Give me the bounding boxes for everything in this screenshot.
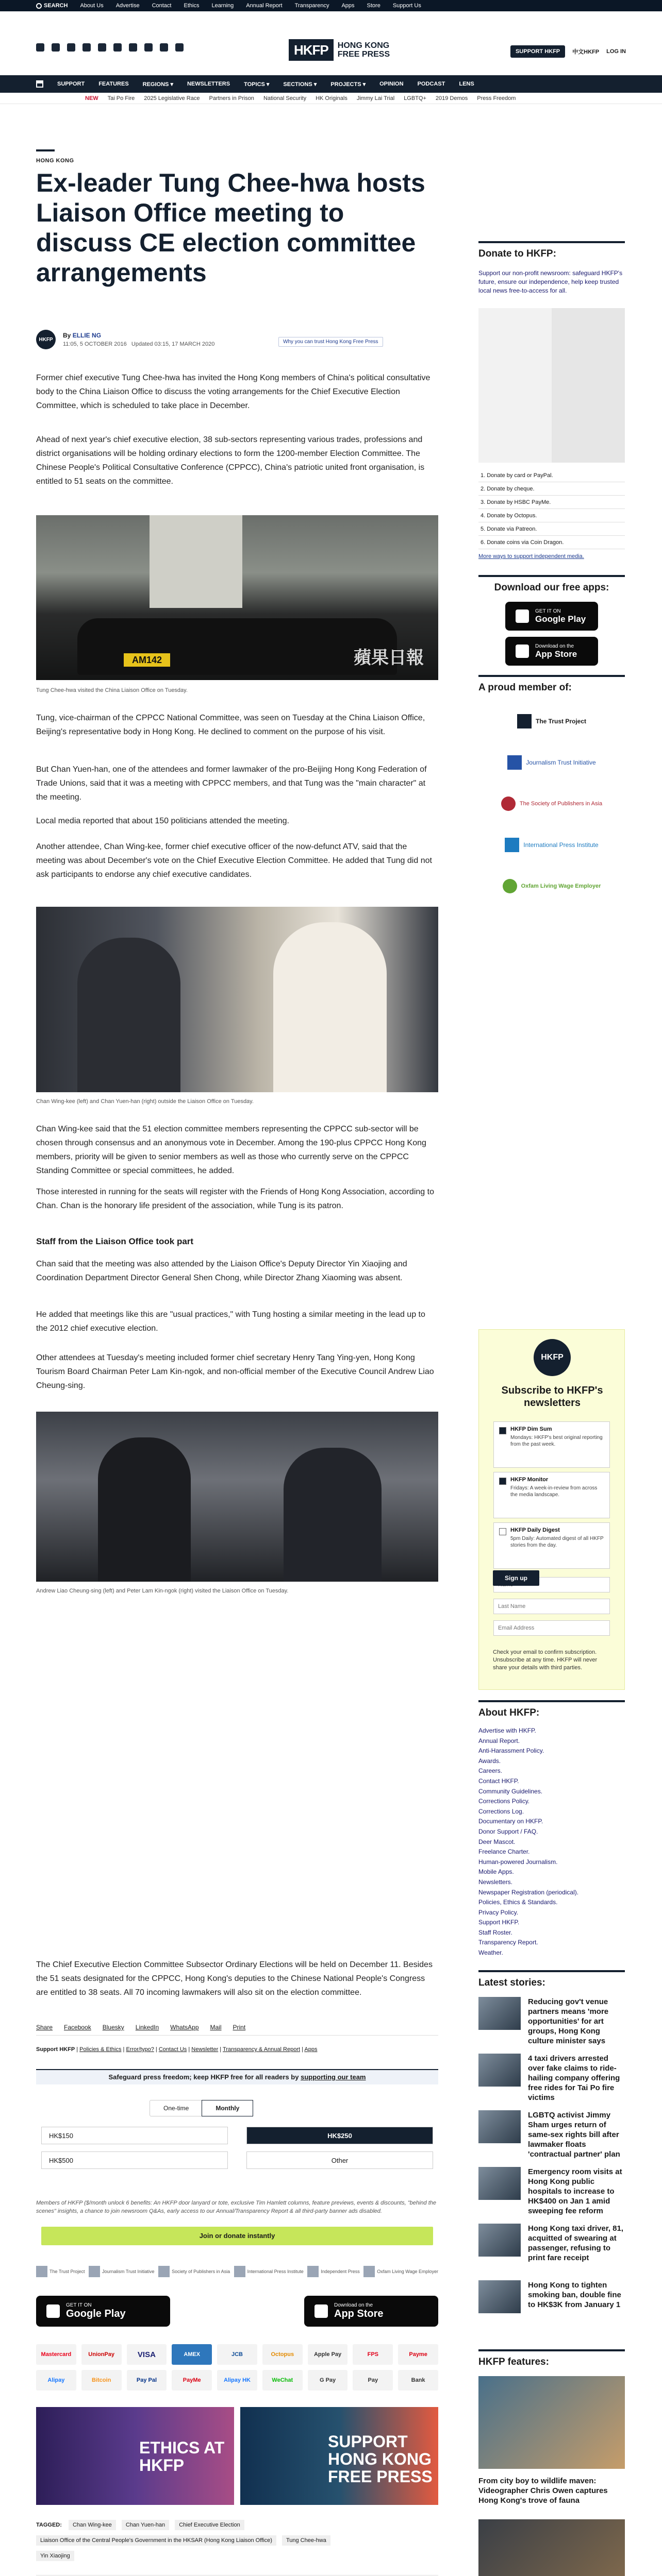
about-link[interactable]: Staff Roster. [478,1928,512,1936]
publish-date: 11:05, 5 OCTOBER 2016 [63,341,127,347]
newsletter-note: Check your email to confirm subscription. Unsubscribe at any time. HKFP will never share your details with third parties. [493,1649,598,1671]
article-paragraph: But Chan Yuen-han, one of the attendees and former lawmaker of the pro-Beijing Hong Kong Federation of Trade Unions, said that it was a meeting with CPPCC members, and that Tung was the "main character" at the meeting. [36,765,427,802]
app-store-badges [36,2296,438,2327]
story-thumbnail[interactable] [478,1997,521,2030]
article-paragraph: The Chief Executive Election Committee Subsector Ordinary Elections will be held on December 11. Besides the 51 seats designated for the CPPCC, Hong Kong's deputies to the Chinese National People's Congress are entitled to 38 seats. All 70 incoming lawmakers will also sit on the election committee. [36,1960,433,1997]
apple-icon [315,2304,328,2318]
home-icon [36,80,43,88]
tag[interactable]: Liaison Office of the Central People's Government in the HKSAR (Hong Kong Liaison Office) [36,2535,276,2546]
member-logo[interactable]: Society of Publishers in Asia [158,2265,230,2278]
story-thumbnail[interactable] [478,2224,521,2257]
payment-method: Apple Pay [308,2344,348,2365]
newsletter-option[interactable]: HKFP Daily Digest 5pm Daily: Automated digest of all HKFP stories from the day. [493,1522,610,1569]
donate-option[interactable]: 5. Donate via Patreon. [478,522,625,536]
about-link[interactable]: Careers. [478,1767,503,1775]
payment-method: Bitcoin [81,2370,122,2391]
util-advertise[interactable]: Advertise [115,3,140,9]
feature-image[interactable] [478,2519,625,2576]
features-heading: HKFP features: [478,2349,625,2368]
utility-bar [0,0,662,11]
member-logo[interactable]: Oxfam Living Wage Employer [363,2265,438,2278]
util-support[interactable]: Support Us [392,3,421,9]
proud-member-logos [478,701,625,907]
share-whatsapp[interactable]: WhatsApp [170,2024,199,2031]
about-link[interactable]: Advertise with HKFP. [478,1727,536,1734]
checkbox-checked-icon[interactable] [499,1427,506,1434]
apps-link[interactable]: Apps [304,2046,318,2053]
about-link[interactable]: Community Guidelines. [478,1787,543,1795]
jti-icon [507,755,522,770]
chinese-site-link[interactable]: 中文HKFP [572,49,600,55]
proud-logo[interactable]: International Press Institute [478,824,625,866]
trust-link[interactable]: Why you can trust Hong Kong Free Press [278,337,383,347]
newsletter-signup-button[interactable]: Sign up [493,1570,539,1586]
newsletter-logo: HKFP [534,1339,571,1376]
subnav-item[interactable]: National Security [263,95,307,101]
amount-option[interactable]: HK$500 [41,2151,228,2169]
google-play-badge[interactable]: GET IT ON Google Play [36,2296,170,2327]
amount-option-selected[interactable]: HK$250 [246,2127,433,2144]
tab-one-time[interactable]: One-time [163,2105,189,2112]
about-link[interactable]: Newsletters. [478,1878,513,1886]
updated-date: Updated 03:15, 17 MARCH 2020 [131,341,215,347]
payment-method: FPS [353,2344,393,2365]
feature-image[interactable] [478,2376,625,2469]
story-thumbnail[interactable] [478,2110,521,2143]
subnav-item[interactable]: 2019 Demos [435,95,468,101]
error-link[interactable]: Error/typo? [126,2046,154,2053]
donate-heading: Donate to HKFP: [478,241,625,260]
newsletter-lastname-input[interactable] [493,1599,610,1614]
member-logo[interactable]: Journalism Trust Initiative [89,2265,155,2278]
about-link[interactable]: Contact HKFP. [478,1777,519,1785]
about-link[interactable]: Mobile Apps. [478,1868,514,1876]
article-headline: Ex-leader Tung Chee-hwa hosts Liaison Office meeting to discuss CE election committee arrangements [36,168,425,287]
byline-by: By [63,332,71,339]
about-link[interactable]: Donor Support / FAQ. [478,1827,538,1835]
logo-box: HKFP [289,39,334,61]
newsletter-option[interactable]: HKFP Monitor Fridays: A week-in-review from across the media landscape. [493,1472,610,1518]
payment-method: Alipay [36,2370,76,2391]
latest-story[interactable] [478,1997,625,2045]
story-thumbnail[interactable] [478,2054,521,2087]
util-ethics[interactable]: Ethics [184,3,200,9]
promo-banners [36,2407,438,2505]
latest-story[interactable] [478,2224,625,2265]
footer-links-row: Support HKFP | Policies & Ethics | Error/typo? | Contact Us | Newsletter | Transparency & Annual Report | Apps [36,2046,318,2053]
logo-line2: FREE PRESS [337,50,390,59]
member-logo[interactable]: The Trust Project [36,2265,85,2278]
photo-caption: Tung Chee-hwa visited the China Liaison Office on Tuesday. [36,687,188,693]
about-link[interactable]: Awards. [478,1757,501,1765]
share-label: Share [36,2024,53,2031]
util-apps[interactable]: Apps [341,3,355,9]
safeguard-banner [36,2069,438,2084]
header-actions [510,45,626,58]
about-list [478,1726,625,1958]
util-store[interactable]: Store [367,3,380,9]
story-title[interactable]: Hong Kong to tighten smoking ban, double fine to HK$3K from January 1 [528,2281,621,2309]
share-linkedin[interactable]: LinkedIn [135,2024,159,2031]
nav-features[interactable]: FEATURES [98,81,129,87]
about-link[interactable]: Newspaper Registration (periodical). [478,1888,579,1896]
amount-other[interactable]: Other [246,2151,433,2169]
util-annual-report[interactable]: Annual Report [246,3,283,9]
story-title[interactable]: Emergency room visits at Hong Kong public hospitals to increase to HK$400 on Jan 1 amid sweeping fee reform [528,2167,622,2215]
latest-story[interactable] [478,2110,625,2159]
tag[interactable]: Chan Yuen-han [122,2520,169,2530]
nav-podcast[interactable]: PODCAST [417,81,445,87]
story-title[interactable]: Hong Kong taxi driver, 81, acquitted of swearing at passenger, refusing to print fare receipt [528,2224,624,2262]
support-link[interactable]: Support HKFP [36,2046,75,2053]
payment-method: Payme [398,2344,438,2365]
about-link[interactable]: Documentary on HKFP. [478,1818,543,1825]
support-promo[interactable]: SUPPORT HONG KONG FREE PRESS [240,2407,438,2505]
article-paragraph: Local media reported that about 150 politicians attended the meeting. [36,817,289,825]
payment-method: Bank [398,2370,438,2391]
about-link[interactable]: Corrections Log. [478,1807,524,1815]
jti-icon [89,2266,100,2277]
apple-icon [516,645,529,658]
about-link[interactable]: Anti-Harassment Policy. [478,1747,544,1755]
newsletter-box [478,1329,625,1690]
subnav-item[interactable]: Tai Po Fire [107,95,135,101]
new-badge: NEW [85,95,98,101]
payment-method: PayMe [172,2370,212,2391]
about-link[interactable]: Weather. [478,1949,503,1957]
search-link[interactable]: SEARCH [36,3,68,9]
x-icon[interactable] [52,43,60,52]
util-contact[interactable]: Contact [152,3,172,9]
byline [36,330,438,352]
subnav-item[interactable]: LGBTQ+ [404,95,426,101]
ipi-icon [505,838,519,852]
latest-stories-heading: Latest stories: [478,1970,625,1989]
about-heading: About HKFP: [478,1700,625,1719]
article-paragraph: Chan said that the meeting was also attended by the Liaison Office's Deputy Director Yin Xiaojing and Coordination Department Director General Shen Chong, while Director Zhang Xiaoming was absent. [36,1260,407,1282]
safeguard-text: Safeguard press freedom; keep HKFP free for all readers by [108,2073,301,2081]
donate-intro[interactable]: Support our non-profit newsroom: safeguard HKFP's future, ensure our independence, help keep trusted local news free-to-access for all. [478,269,623,294]
tab-monthly[interactable]: Monthly [202,2100,253,2116]
license-plate: AM142 [124,653,170,667]
instagram-icon[interactable] [67,43,75,52]
proud-logo[interactable]: Oxfam Living Wage Employer [478,866,625,907]
article-photo-tung [36,515,438,680]
sidebar-google-play[interactable]: GET IT ON Google Play [505,602,598,631]
more-ways-link[interactable]: More ways to support independent media. [478,553,584,560]
facebook-icon[interactable] [36,43,44,52]
ipi-icon [234,2266,245,2277]
payment-method: Pay [353,2370,393,2391]
tag[interactable]: Yin Xiaojing [36,2551,74,2561]
donate-illustration [478,308,625,463]
watermark: 蘋果日報 [354,648,424,668]
payment-method: UnionPay [81,2344,122,2365]
home-link[interactable] [36,80,43,88]
about-link[interactable]: Freelance Charter. [478,1848,530,1856]
payment-method: G Pay [308,2370,348,2391]
story-thumbnail[interactable] [478,2280,521,2313]
youtube-icon[interactable] [82,43,91,52]
apps-heading: Download our free apps: [478,575,625,594]
sopa-icon [158,2266,170,2277]
app-store-badge[interactable]: Download on the App Store [304,2296,438,2327]
article-paragraph: Another attendee, Chan Wing-kee, former chief executive officer of the now-defunct ATV, said that the meeting was about December's vote on the Chief Executive Election Committee. He added that Tung did not ask participants to endorse any chief executive candidates. [36,842,432,879]
about-link[interactable]: Annual Report. [478,1737,520,1744]
proud-logo[interactable]: The Trust Project [478,701,625,742]
payment-method: Octopus [262,2344,303,2365]
about-link[interactable]: Corrections Policy. [478,1798,530,1805]
join-donate-button[interactable]: Join or donate instantly [41,2227,433,2245]
section-subheading: Staff from the Liaison Office took part [36,1236,194,1246]
article-category[interactable]: HONG KONG [36,158,74,164]
nav-opinion[interactable]: OPINION [379,81,404,87]
about-link[interactable]: Human-powered Journalism. [478,1858,558,1866]
tags-label: TAGGED: [36,2522,62,2528]
newsletter-option[interactable]: HKFP Dim Sum Mondays: HKFP's best original reporting from the past week. [493,1421,610,1468]
safeguard-link[interactable]: supporting our team [301,2073,366,2081]
sidebar-app-store[interactable]: Download on the App Store [505,637,598,666]
linkedin-icon[interactable] [129,43,137,52]
newsletter-link[interactable]: Newsletter [191,2046,219,2053]
site-header [0,11,662,80]
telegram-icon[interactable] [144,43,153,52]
article-paragraph: Former chief executive Tung Chee-hwa has invited the Hong Kong members of China's political consultative body to the China Liaison Office to discuss the voting arrangements for the Chief Executive Election Committee, which is scheduled to take place in December. [36,374,431,410]
site-logo[interactable] [289,36,390,64]
share-bar [36,2024,438,2036]
proud-logo[interactable]: Journalism Trust Initiative [478,742,625,783]
proud-logo[interactable]: The Society of Publishers in Asia [478,783,625,824]
play-store-icon [46,2304,60,2318]
article-paragraph: Other attendees at Tuesday's meeting included former chief secretary Henry Tang Ying-yen, Hong Kong Tourism Board Chairman Peter Lam Kin-ngok, and non-official member of the Executive Council Andrew Liao Cheung-sing. [36,1353,434,1390]
latest-story[interactable] [478,2280,625,2321]
payment-method: AMEX [172,2344,212,2365]
subnav-item[interactable]: HK Originals [316,95,347,101]
independent-press-icon [307,2266,319,2277]
nav-support[interactable]: SUPPORT [57,81,85,87]
play-store-icon [516,609,529,623]
util-learning[interactable]: Learning [211,3,234,9]
feature-title[interactable]: From city boy to wildlife maven: Videographer Chris Owen captures Hong Kong's trove of fauna [478,2477,608,2505]
donate-option[interactable]: 4. Donate by Octopus. [478,509,625,522]
payment-method: JCB [217,2344,257,2365]
share-facebook[interactable]: Facebook [64,2024,91,2031]
trust-project-icon [36,2266,47,2277]
share-print[interactable]: Print [233,2024,246,2031]
nav-newsletters[interactable]: NEWSLETTERS [187,81,230,87]
sopa-icon [501,796,516,811]
checkbox-icon[interactable] [499,1528,506,1535]
article-paragraph: Tung, vice-chairman of the CPPCC National Committee, was seen on Tuesday at the China Liaison Office, Beijing's representative body in Hong Kong. He declined to comment on the purpose of his visit. [36,714,425,736]
story-title[interactable]: 4 taxi drivers arrested over fake claims to ride-hailing company offering free rides for Tai Po fire victims [528,2054,620,2102]
about-link[interactable]: Transparency Report. [478,1939,538,1946]
member-logos [36,2265,438,2278]
article-paragraph: He added that meetings like this are "usual practices," with Tung hosting a similar meeting in the lead up to the 2012 chief executive election. [36,1310,425,1333]
proud-member-heading: A proud member of: [478,675,625,693]
author-name[interactable]: ELLIE NG [72,332,102,339]
whatsapp-icon[interactable] [160,43,168,52]
membership-benefits: Members of HKFP ($/month unlock 6 benefits: An HKFP door lanyard or tote, exclusive Tim Hamlett columns, feature previews, events & discounts, "behind the scenes" insights, a chance to join newsroom Q&As, early access to our Annual/Transparency Report & all third-party banner ads disabled. [36,2200,436,2214]
trust-project-icon [517,714,532,728]
bluesky-icon[interactable] [98,43,106,52]
donation-frequency-tabs [150,2100,253,2116]
latest-story[interactable] [478,2167,625,2215]
member-logo[interactable]: Independent Press [307,2265,360,2278]
payment-method: VISA [127,2344,167,2365]
share-bluesky[interactable]: Bluesky [102,2024,124,2031]
tag[interactable]: Tung Chee-hwa [282,2535,330,2546]
payment-method: Alipay HK [217,2370,257,2391]
contact-link[interactable]: Contact Us [158,2046,187,2053]
amount-option[interactable]: HK$150 [41,2127,228,2144]
nav-projects[interactable]: PROJECTS ▾ [330,81,366,88]
share-mail[interactable]: Mail [210,2024,222,2031]
payment-method: Pay Pal [127,2370,167,2391]
report-link[interactable]: Transparency & Annual Report [223,2046,301,2053]
about-link[interactable]: Support HKFP. [478,1919,520,1926]
story-thumbnail[interactable] [478,2167,521,2200]
oxfam-icon [363,2266,375,2277]
oxfam-icon [503,879,517,893]
main-nav [0,75,662,93]
article-paragraph: Ahead of next year's chief executive election, 38 sub-sectors representing various trades, professions and district organisations will be holding ordinary elections to form the 1200-member Election Committee. The Chinese People's Political Consultative Conference (CPPCC), China's patriotic united front organisation, is entitled to 51 seats on the committee. [36,435,425,486]
payment-method: Mastercard [36,2344,76,2365]
login-link[interactable]: LOG IN [606,48,626,55]
mastodon-icon[interactable] [175,43,184,52]
article-tags [36,2517,438,2564]
story-title[interactable]: LGBTQ activist Jimmy Sham urges return of same-sex rights bill after lawmaker floats 'contractual partner' plan [528,2111,620,2159]
story-title[interactable]: Reducing gov't venue partners means 'more opportunities' for art groups, Hong Kong culture minister says [528,1997,609,2045]
latest-story[interactable] [478,2054,625,2102]
payment-methods [36,2344,438,2391]
photo-caption: Andrew Liao Cheung-sing (left) and Peter Lam Kin-ngok (right) visited the Liaison Office on Tuesday. [36,1588,289,1594]
donate-option[interactable]: 2. Donate by cheque. [478,482,625,496]
subnav-item[interactable]: Press Freedom [477,95,516,101]
donate-options [478,469,625,549]
newsletter-title: Subscribe to HKFP's newsletters [501,1385,603,1409]
about-link[interactable]: Privacy Policy. [478,1908,519,1916]
threads-icon[interactable] [113,43,122,52]
sub-nav [0,93,662,104]
article-photo-liao-lam [36,1412,438,1582]
donate-option[interactable]: 1. Donate by card or PayPal. [478,469,625,482]
support-hkfp-button[interactable]: SUPPORT HKFP [510,45,565,58]
social-links [36,43,184,52]
ethics-promo[interactable]: ETHICS AT HKFP [36,2407,234,2505]
logo-line1: HONG KONG [337,41,390,50]
article-paragraph: Those interested in running for the seats will register with the Friends of Hong Kong Association, according to Chan. Chan is the honorary life president of the association, while Tung is its patron. [36,1188,434,1210]
photo-caption: Chan Wing-kee (left) and Chan Yuen-han (right) outside the Liaison Office on Tuesday. [36,1098,254,1105]
search-icon [36,3,42,9]
kicker-bar [36,149,55,151]
tag[interactable]: Chief Executive Election [175,2520,244,2530]
donate-option[interactable]: 6. Donate coins via Coin Dragon. [478,536,625,549]
subnav-item[interactable]: Partners in Prison [209,95,254,101]
payment-method: WeChat [262,2370,303,2391]
about-link[interactable]: Deer Mascot. [478,1838,516,1845]
nav-sections[interactable]: SECTIONS ▾ [283,81,317,88]
member-logo[interactable]: International Press Institute [234,2265,304,2278]
article-photo-chans [36,907,438,1092]
util-about[interactable]: About Us [80,3,104,9]
checkbox-checked-icon[interactable] [499,1478,506,1485]
nav-lens[interactable]: LENS [459,81,474,87]
nav-topics[interactable]: TOPICS ▾ [244,81,270,88]
donate-option[interactable]: 3. Donate by HSBC PayMe. [478,496,625,509]
util-transparency[interactable]: Transparency [294,3,329,9]
subnav-item[interactable]: 2025 Legislative Race [144,95,200,101]
newsletter-email-input[interactable] [493,1620,610,1636]
subnav-item[interactable]: Jimmy Lai Trial [356,95,395,101]
policy-link[interactable]: Policies & Ethics [79,2046,122,2053]
tag[interactable]: Chan Wing-kee [69,2520,116,2530]
author-avatar[interactable]: HKFP [36,330,56,349]
nav-regions[interactable]: REGIONS ▾ [142,81,173,88]
about-link[interactable]: Policies, Ethics & Standards. [478,1899,558,1906]
article-paragraph: Chan Wing-kee said that the 51 election committee members representing the CPPCC sub-sector will be chosen through consensus and an anonymous vote in December. Among the 190-plus CPPCC Hong Kong members, priority will be given to senior members as well as those who currently serve on the CPPCC Standing Committee or special committees, he added. [36,1125,426,1175]
